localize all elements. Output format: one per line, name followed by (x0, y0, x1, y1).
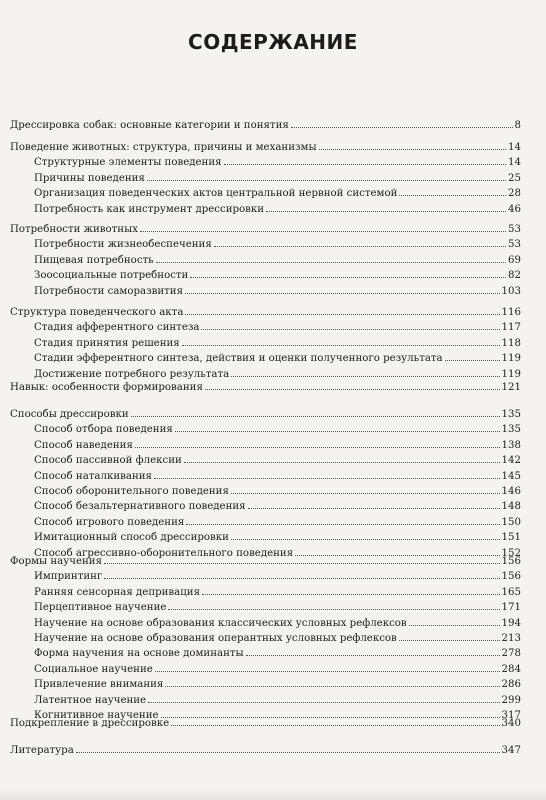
toc-chapter (10, 744, 521, 757)
toc-item-title: Когнитивное научение (34, 710, 159, 721)
toc-item (34, 485, 521, 498)
toc-item (34, 187, 521, 200)
dot-leader (154, 478, 500, 479)
toc-item-title: Привлечение внимания (34, 679, 164, 691)
toc-item (34, 632, 521, 645)
dot-leader (175, 431, 500, 432)
dot-leader (319, 149, 506, 150)
page-number: 299 (501, 694, 521, 706)
dot-leader (231, 493, 500, 494)
toc-item-title: Потребности саморазвития (34, 285, 183, 297)
dot-leader (104, 563, 500, 564)
toc-chapter (10, 408, 521, 421)
page-number: 340 (501, 718, 521, 729)
page-number: 119 (501, 368, 521, 380)
page-number: 14 (508, 142, 521, 153)
dot-leader (155, 671, 500, 672)
dot-leader (214, 246, 506, 247)
dot-leader (231, 539, 500, 540)
dot-leader (147, 180, 506, 181)
page-title: СОДЕРЖАНИЕ (188, 30, 358, 54)
toc-item-title: Научение на основе образования классических условных рефлексов (34, 617, 407, 629)
page-number: 171 (501, 602, 521, 614)
dot-leader (202, 594, 500, 595)
toc-item (34, 601, 521, 614)
dot-leader (131, 416, 500, 417)
page-number: 28 (508, 188, 521, 200)
toc-item-title: Способ наталкивания (34, 470, 152, 482)
page-number: 317 (501, 710, 521, 721)
toc-chapter (10, 555, 521, 568)
dot-leader (224, 164, 506, 165)
toc-item-title: Ранняя сенсорная депривация (34, 586, 200, 598)
toc-chapter-title: Поведение животных: структура, причины и механизмы (10, 142, 317, 153)
toc-chapter-title: Формы научения (10, 556, 103, 567)
toc-item (34, 285, 521, 298)
toc-item-title: Стадии эфферентного синтеза, действия и оценки полученного результата (34, 353, 443, 365)
dot-leader (171, 725, 499, 726)
toc-chapter-title: Подкрепление в дрессировке (10, 718, 170, 729)
page-number: 14 (508, 157, 521, 169)
page-number: 152 (501, 547, 521, 559)
dot-leader (231, 376, 499, 377)
page-number: 165 (501, 586, 521, 598)
page-number: 142 (501, 455, 521, 467)
toc-item (34, 321, 521, 334)
toc-item-title: Причины поведения (34, 172, 145, 184)
page-number: 156 (501, 556, 521, 567)
dot-leader (185, 293, 500, 294)
toc-item (34, 203, 521, 216)
toc-item-title: Перцептивное научение (34, 602, 167, 614)
page-number: 69 (508, 254, 521, 266)
toc-item-title: Потребность как инструмент дрессировки (34, 203, 265, 215)
toc-chapter-title: Структура поведенческого акта (10, 307, 184, 318)
toc-item-title: Способ отбора поведения (34, 424, 173, 436)
toc-chapter-title: Способы дрессировки (10, 409, 129, 420)
page-number: 25 (508, 172, 521, 184)
dot-leader (135, 447, 500, 448)
dot-leader (399, 195, 506, 196)
page-number: 8 (514, 120, 521, 131)
toc-chapter (10, 223, 521, 236)
page-number: 82 (508, 270, 521, 282)
dot-leader (76, 752, 500, 753)
toc-chapter-title: Потребности животных (10, 224, 138, 235)
page-number: 138 (501, 439, 521, 451)
toc-item-title: Способ игрового поведения (34, 516, 185, 528)
toc-chapter (10, 119, 521, 132)
toc-item-title: Способ оборонительного поведения (34, 486, 229, 497)
toc-item-title: Достижение потребного результата (34, 368, 230, 380)
toc-item (34, 269, 521, 282)
dot-leader (140, 231, 506, 232)
toc-item-title: Способ агрессивно-оборонительного поведения (34, 547, 294, 559)
page-number: 347 (501, 745, 521, 756)
dot-leader (409, 625, 500, 626)
toc-item-title: Структурные элементы поведения (34, 157, 222, 169)
toc-item (34, 337, 521, 350)
toc-item (34, 172, 521, 185)
page-number: 53 (508, 239, 521, 251)
dot-leader (165, 686, 499, 687)
toc-item-title: Пищевая потребность (34, 254, 154, 266)
dot-leader (399, 640, 500, 641)
page-number: 151 (501, 532, 521, 544)
page-number: 278 (501, 648, 521, 660)
page-number: 145 (501, 470, 521, 482)
toc-item (34, 238, 521, 251)
page-number: 135 (501, 424, 521, 436)
toc-item-title: Стадия афферентного синтеза (34, 322, 200, 334)
page-number: 150 (501, 516, 521, 528)
page-number: 156 (501, 571, 521, 583)
dot-leader (186, 524, 499, 525)
toc-item (34, 352, 521, 365)
toc-item (34, 647, 521, 660)
toc-chapter-title: Дрессировка собак: основные категории и понятия (10, 120, 289, 131)
toc-item-title: Импринтинг (34, 571, 103, 583)
toc-item (34, 617, 521, 630)
toc-item (34, 254, 521, 267)
toc-item (34, 470, 521, 483)
dot-leader (168, 609, 499, 610)
toc-item (34, 570, 521, 583)
toc-item-title: Форма научения на основе доминанты (34, 648, 244, 660)
page-number: 46 (508, 203, 521, 215)
dot-leader (201, 329, 499, 330)
toc-item-title: Способ пассивной флексии (34, 455, 182, 467)
toc-item (34, 368, 521, 381)
toc-chapter-title: Литература (10, 745, 74, 756)
page-number: 103 (501, 285, 521, 297)
toc-item-title: Способ безальтернативного поведения (34, 501, 246, 513)
page-edge-shadow (0, 788, 546, 800)
dot-leader (266, 211, 506, 212)
toc-item (34, 586, 521, 599)
dot-leader (182, 345, 500, 346)
toc-item-title: Способ наведения (34, 439, 133, 451)
dot-leader (205, 389, 500, 390)
dot-leader (445, 360, 500, 361)
dot-leader (148, 702, 499, 703)
page-number: 194 (501, 617, 521, 629)
page-number: 213 (501, 633, 521, 644)
dot-leader (291, 127, 513, 128)
dot-leader (184, 462, 500, 463)
page-number: 117 (501, 322, 521, 334)
toc-item-title: Потребности жизнеобеспечения (34, 239, 212, 251)
toc-item (34, 694, 521, 707)
page-number: 119 (501, 353, 521, 365)
page-number: 53 (508, 224, 521, 235)
dot-leader (104, 578, 499, 579)
toc-chapter (10, 306, 521, 319)
dot-leader (185, 314, 499, 315)
toc-item-title: Имитационный способ дрессировки (34, 532, 229, 544)
toc-item (34, 439, 521, 452)
toc-chapter (10, 717, 521, 730)
toc-item-title: Социальное научение (34, 663, 153, 675)
page-number: 148 (501, 501, 521, 513)
dot-leader (190, 277, 506, 278)
toc-item (34, 678, 521, 691)
toc-item (34, 454, 521, 467)
toc-item-title: Стадия принятия решения (34, 337, 180, 349)
toc-chapter (10, 381, 521, 394)
toc-item (34, 156, 521, 169)
toc-chapter-title: Навык: особенности формирования (10, 382, 203, 393)
dot-leader (248, 508, 500, 509)
toc-item-title: Научение на основе образования оперантных условных рефлексов (34, 633, 397, 644)
page-number: 121 (501, 382, 521, 393)
toc-item (34, 531, 521, 544)
page-number: 116 (501, 307, 521, 318)
toc-item (34, 663, 521, 676)
toc-item (34, 423, 521, 436)
toc-item-title: Зоосоциальные потребности (34, 270, 189, 282)
toc-item-title: Латентное научение (34, 694, 147, 706)
dot-leader (156, 262, 506, 263)
dot-leader (246, 655, 500, 656)
toc-chapter (10, 141, 521, 154)
toc-item (34, 500, 521, 513)
page-number: 286 (501, 679, 521, 691)
toc-item (34, 516, 521, 529)
toc-item-title: Организация поведенческих актов центральной нервной системой (34, 188, 398, 200)
page-number: 135 (501, 409, 521, 420)
page-number: 146 (501, 486, 521, 497)
page-number: 118 (501, 337, 521, 349)
page-number: 284 (501, 663, 521, 675)
